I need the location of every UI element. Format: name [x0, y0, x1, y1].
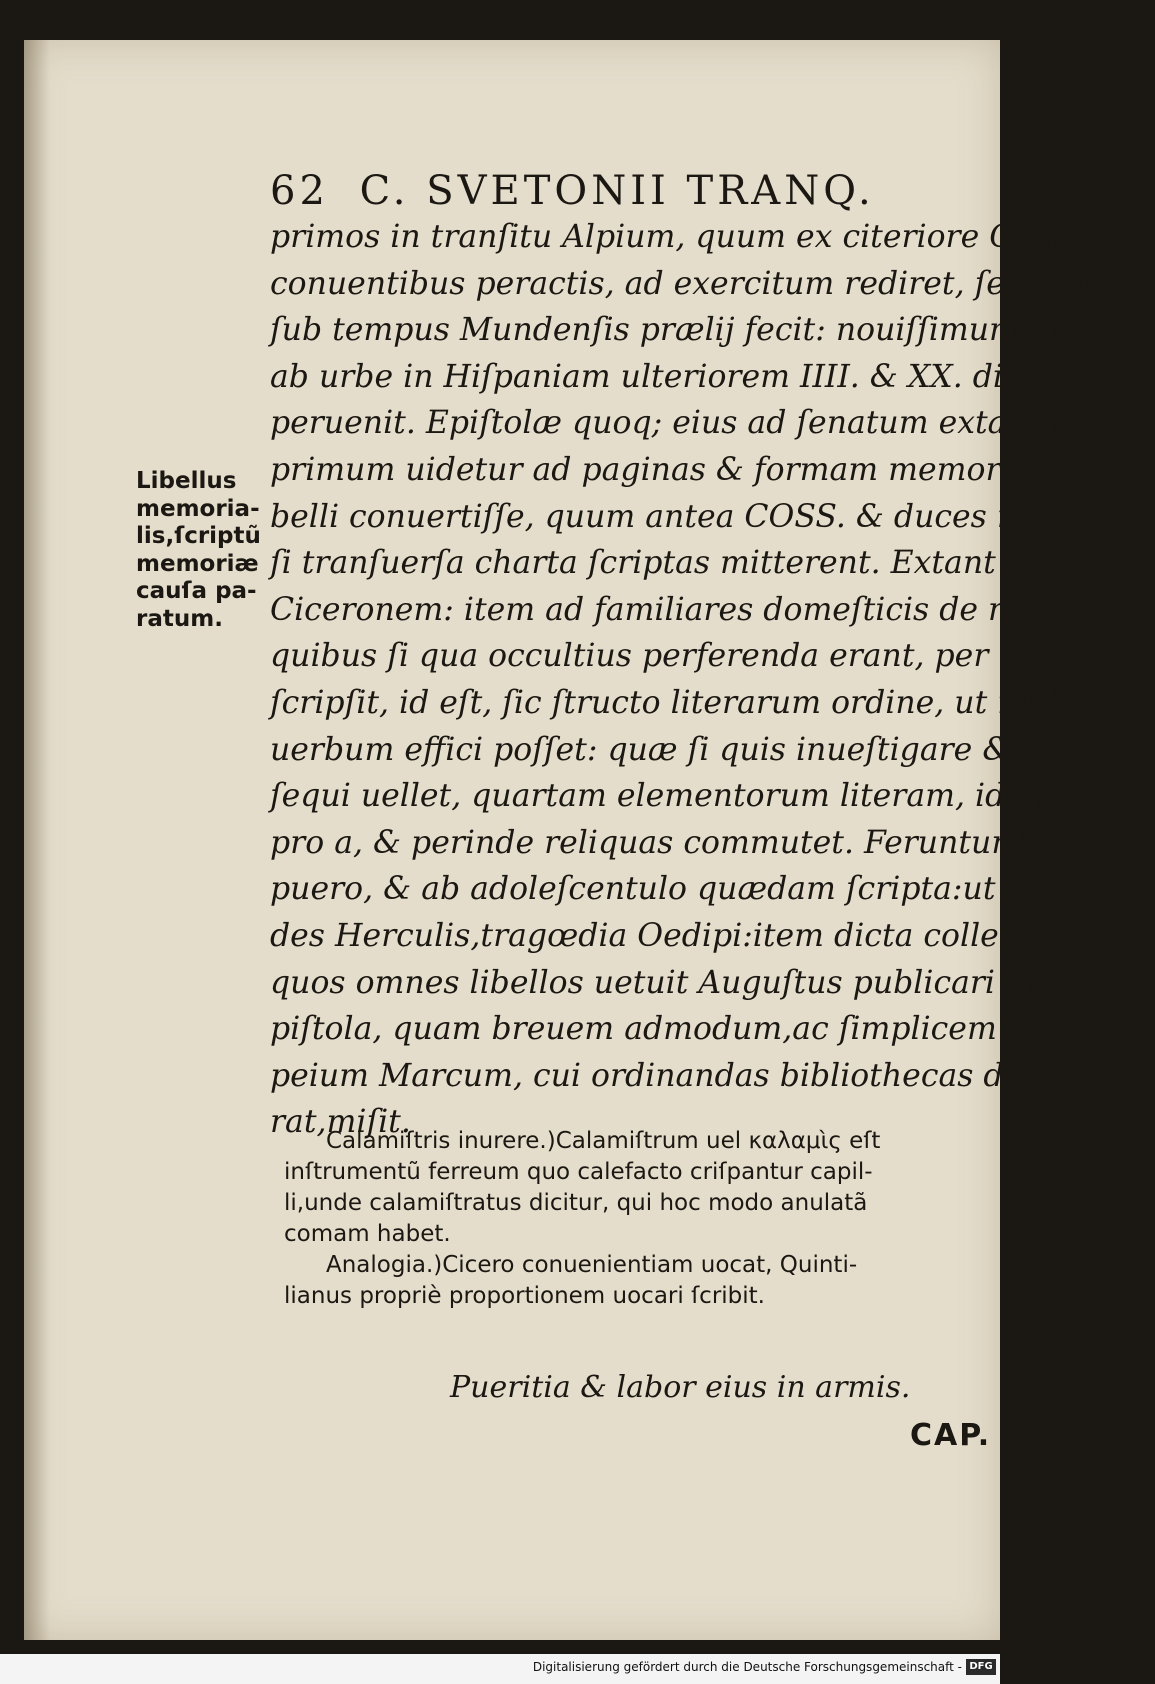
margin-note-line: ratum. [136, 605, 223, 632]
text-line: conuentibus peractis, ad exercitum rediret, ſequentes [270, 265, 1132, 302]
commentary-notes [284, 1126, 994, 1312]
text-line: piſtola, quam breuem admodum,ac ſimplicem ad Pom= [270, 1011, 1151, 1048]
text-line: ab urbe in Hiſpaniam ulteriorem IIII. & XX. die [270, 358, 1022, 395]
note-line: Calamiſtris inurere.)Calamiſtrum uel καλαμὶς eſt [326, 1128, 881, 1154]
running-title: C. SVETONII TRANQ. [359, 168, 875, 214]
text-line: pro a, & perinde reliquas commutet. Feruntur & à [270, 824, 1074, 861]
text-line: Ciceronem: item ad familiares domeſticis de rebus, in [270, 591, 1129, 628]
margin-note-line: memoriæ [136, 550, 259, 577]
margin-note-line: lis,ſcriptũ [136, 523, 261, 549]
gutter-shadow [24, 40, 50, 1640]
page-header [270, 168, 920, 214]
book-page [24, 40, 1155, 1640]
text-line: quibus ſi qua occultius perferenda erant, per notas [270, 638, 1086, 675]
text-line: belli conuertiſſe, quum antea COSS. & duces non ni= [270, 498, 1124, 535]
text-line: primos in tranſitu Alpium, quum ex citeriore Gallia [270, 219, 1083, 255]
text-line: puero, & ab adoleſcentulo quædam ſcripta:ut lau= [270, 871, 1082, 908]
chapter-heading: Pueritia & labor eius in armis. [450, 1370, 911, 1405]
margin-note-line: Libellus [136, 468, 237, 494]
dfg-logo: DFG [966, 1659, 996, 1675]
text-line: uerbum effici poſſet: quæ ſi quis inueſtigare & per= [270, 731, 1101, 768]
text-line: primum uidetur ad paginas & formam memorialis li= [270, 451, 1123, 488]
text-line: quos omnes libellos uetuit Auguſtus publicari in e= [270, 964, 1091, 1001]
note-line: li,unde calamiſtratus dicitur, qui hoc modo anulatã [284, 1190, 868, 1216]
main-text [270, 214, 1155, 1146]
text-line: ſcripſit, id eſt, ſic ſtructo literarum ordine, ut nullum [270, 684, 1109, 721]
note-line: comam habet. [284, 1221, 451, 1247]
text-line: rat,miſit. [270, 1104, 411, 1141]
page-number: 62 [270, 168, 329, 214]
text-line: peruenit. Epiſtolæ quoq; eius ad ſenatum extant,quas [270, 405, 1125, 442]
margin-note [136, 468, 276, 633]
text-line: ſequi uellet, quartam elementorum literam, id eſt, d, [270, 778, 1109, 815]
text-line: ſi tranſuerſa charta ſcriptas mitterent. Extant & ad [270, 545, 1083, 582]
text-line: peium Marcum, cui ordinandas bibliothecas delegaue= [270, 1057, 1155, 1094]
footer-text: Digitalisierung gefördert durch die Deutsche Forschungsgemeinschaft - [532, 1660, 962, 1674]
text-line: des Herculis,tragœdia Oedipi:item dicta collectanea: [270, 917, 1117, 954]
margin-note-line: cauſa pa- [136, 578, 257, 604]
catchword: CAP. [910, 1418, 992, 1453]
digitization-footer [0, 1654, 1000, 1684]
note-line: lianus propriè proportionem uocari ſcribit. [284, 1283, 765, 1309]
text-line: ſub tempus Mundenſis prælij fecit: nouiſſimum dum [270, 312, 1100, 349]
note-line: Analogia.)Cicero conuenientiam uocat, Quinti- [326, 1252, 858, 1278]
note-line: inſtrumentũ ferreum quo calefacto criſpantur capil- [284, 1159, 873, 1185]
margin-note-line: memoria- [136, 495, 260, 522]
